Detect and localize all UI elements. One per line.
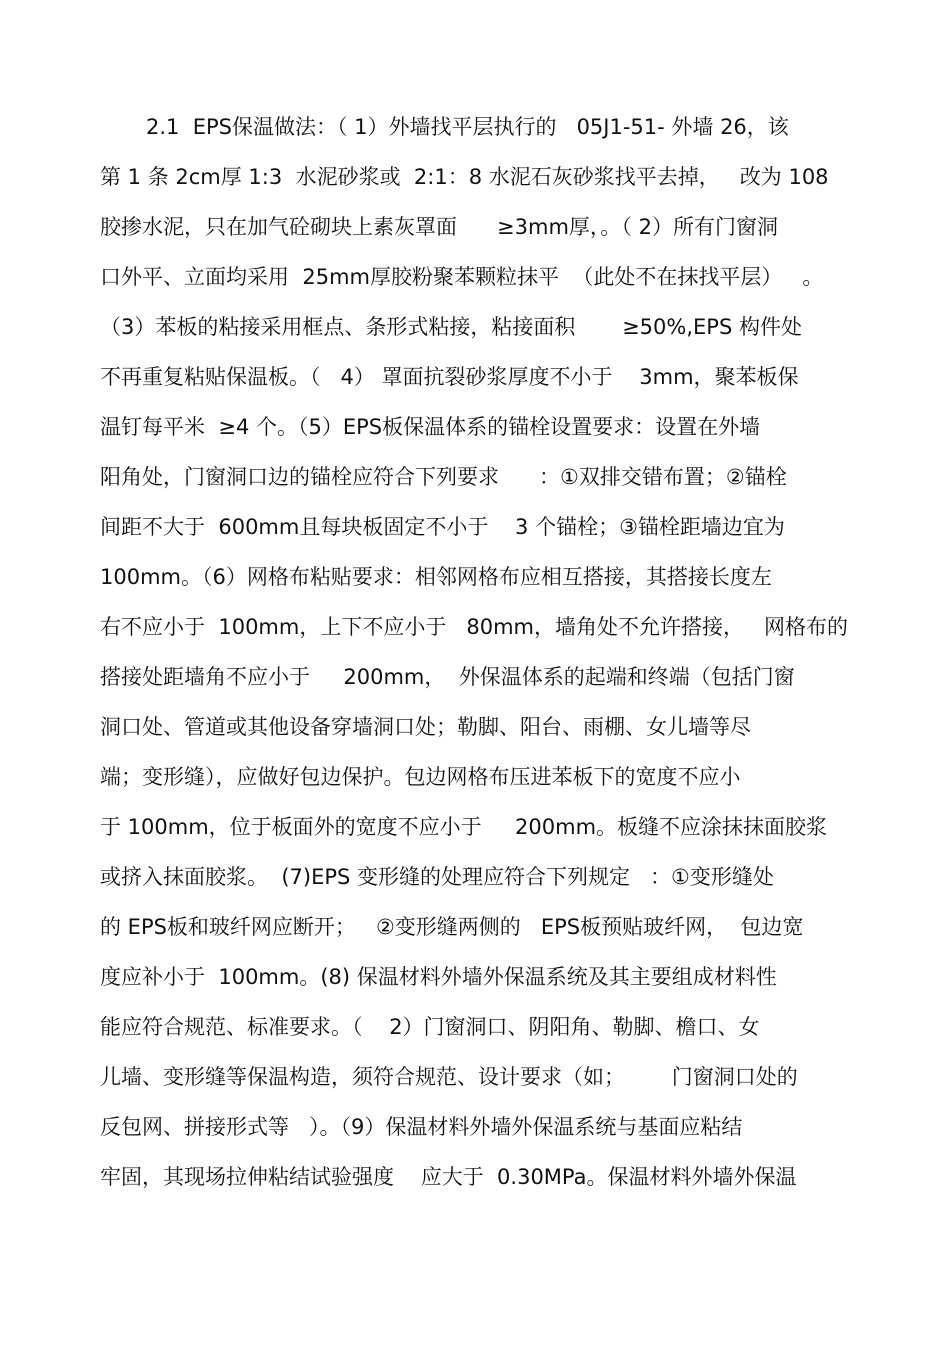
- paragraph-line: 牢固，其现场拉伸粘结试验强度 应大于 0.30MPa。保温材料外墙外保温: [100, 1165, 797, 1189]
- paragraph-line: 端；变形缝），应做好包边保护。包边网格布压进苯板下的宽度不应小: [100, 765, 741, 789]
- paragraph-line: 100mm。（6）网格布粘贴要求：相邻网格布应相互搭接，其搭接长度左: [100, 565, 772, 589]
- paragraph-line: 度应补小于 100mm。(8) 保温材料外墙外保温系统及其主要组成材料性: [100, 965, 777, 989]
- paragraph-line: 第 1 条 2cm厚 1:3 水泥砂浆或 2:1：8 水泥石灰砂浆找平去掉， 改为 108: [100, 165, 829, 189]
- paragraph-line: 2.1 EPS保温做法：（ 1）外墙找平层执行的 05J1-51- 外墙 26，该: [146, 115, 789, 139]
- paragraph-line: 口外平、立面均采用 25mm厚胶粉聚苯颗粒抹平 （此处不在抹找平层） 。: [100, 265, 824, 289]
- paragraph-line: 间距不大于 600mm且每块板固定不小于 3 个锚栓；③锚栓距墙边宜为: [100, 515, 785, 539]
- paragraph-line: 不再重复粘贴保温板。（ 4） 罩面抗裂砂浆厚度不小于 3mm，聚苯板保: [100, 365, 799, 389]
- paragraph-line: 儿墙、变形缝等保温构造，须符合规范、设计要求（如； 门窗洞口处的: [100, 1065, 798, 1089]
- paragraph-line: 能应符合规范、标准要求。（ 2）门窗洞口、阴阳角、勒脚、檐口、女: [100, 1015, 760, 1039]
- paragraph-line: 于 100mm，位于板面外的宽度不应小于 200mm。板缝不应涂抹抹面胶浆: [100, 815, 828, 839]
- paragraph-line: 或挤入抹面胶浆。 (7)EPS 变形缝的处理应符合下列规定 ：①变形缝处: [100, 865, 774, 889]
- paragraph-line: 反包网、拼接形式等 ）。（9）保温材料外墙外保温系统与基面应粘结: [100, 1115, 743, 1139]
- paragraph-line: （3）苯板的粘接采用框点、条形式粘接，粘接面积 ≥50%,EPS 构件处: [100, 315, 802, 339]
- paragraph-line: 搭接处距墙角不应小于 200mm， 外保温体系的起端和终端（包括门窗: [100, 665, 795, 689]
- paragraph-line: 右不应小于 100mm，上下不应小于 80mm，墙角处不允许搭接， 网格布的: [100, 615, 849, 639]
- paragraph-line: 洞口处、管道或其他设备穿墙洞口处；勒脚、阳台、雨棚、女儿墙等尽: [100, 715, 751, 739]
- paragraph-line: 胶掺水泥，只在加气砼砌块上素灰罩面 ≥3mm厚，。（ 2）所有门窗洞: [100, 215, 778, 239]
- paragraph-line: 阳角处，门窗洞口边的锚栓应符合下列要求 ：①双排交错布置；②锚栓: [100, 465, 787, 489]
- paragraph-line: 的 EPS板和玻纤网应断开； ②变形缝两侧的 EPS板预贴玻纤网， 包边宽: [100, 915, 804, 939]
- paragraph-line: 温钉每平米 ≥4 个。（5）EPS板保温体系的锚栓设置要求：设置在外墙: [100, 415, 761, 439]
